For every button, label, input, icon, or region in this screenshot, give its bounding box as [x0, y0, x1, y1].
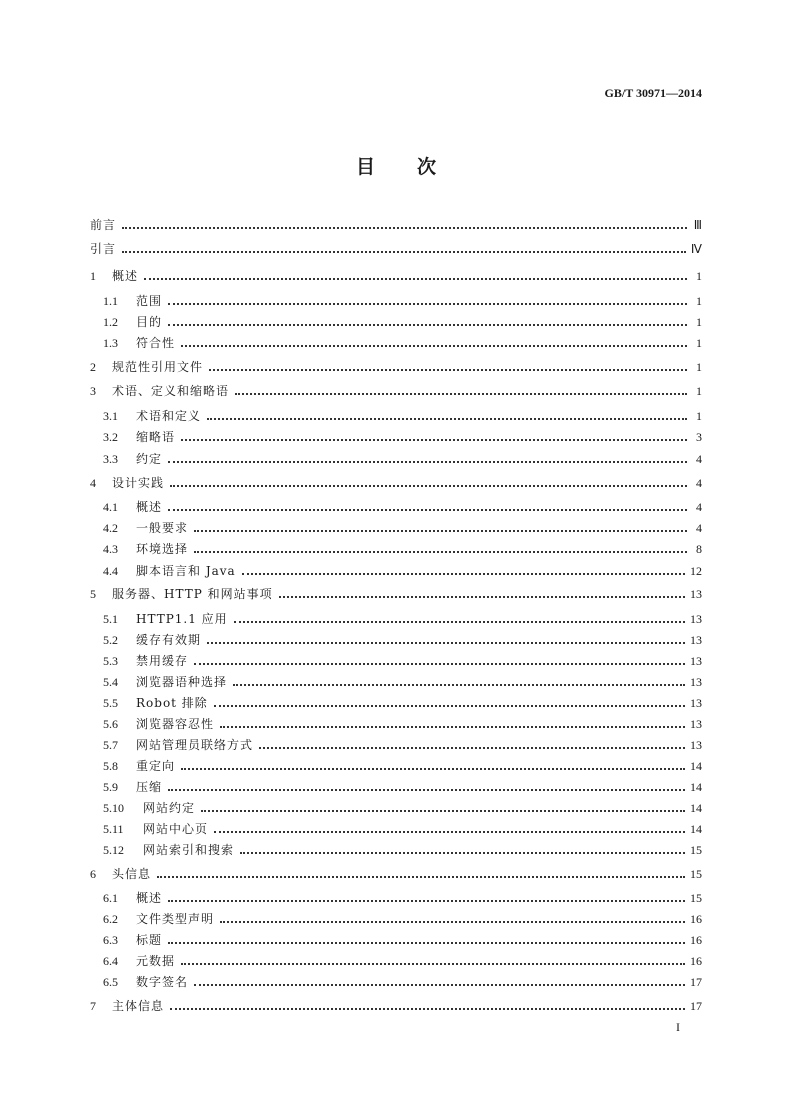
- toc-entry-title: 目的: [136, 315, 163, 329]
- toc-entry[interactable]: [103, 450, 702, 468]
- toc-entry-number: 1.1: [103, 294, 118, 308]
- toc-entry[interactable]: [103, 407, 702, 425]
- toc-entry-title: 规范性引用文件: [112, 360, 204, 374]
- toc-entry[interactable]: [103, 652, 702, 670]
- dot-leader: [168, 312, 687, 326]
- toc-entry-number: 2: [90, 360, 96, 374]
- toc-entry-title: 概述: [136, 500, 163, 514]
- dot-leader: [144, 266, 687, 280]
- dot-leader: [220, 909, 685, 923]
- dot-leader: [181, 427, 687, 441]
- toc-entry-title: 服务器、HTTP 和网站事项: [112, 587, 273, 601]
- toc-entry-number: 5.6: [103, 717, 118, 731]
- dot-leader: [181, 756, 685, 770]
- toc-entry-page: 16: [690, 912, 702, 926]
- toc-entry[interactable]: [103, 820, 702, 838]
- toc-entry-title: 概述: [136, 891, 163, 905]
- toc-entry-title: 缓存有效期: [136, 633, 202, 647]
- toc-entry-number: 5.7: [103, 738, 118, 752]
- toc-heading-char-1: 目: [355, 156, 375, 178]
- toc-entry-number: 6.3: [103, 933, 118, 947]
- toc-entry[interactable]: [103, 910, 702, 928]
- dot-leader: [122, 239, 686, 253]
- dot-leader: [214, 693, 685, 707]
- toc-entry-number: 6: [90, 867, 96, 881]
- toc-entry[interactable]: [103, 631, 702, 649]
- dot-leader: [194, 518, 687, 532]
- toc-entry[interactable]: [103, 334, 702, 352]
- dot-leader: [207, 630, 685, 644]
- toc-entry-title: 重定向: [136, 759, 176, 773]
- toc-entry-page: 13: [690, 587, 702, 601]
- toc-entry-title: 网站索引和搜索: [143, 843, 235, 857]
- toc-entry-number: 4.2: [103, 521, 118, 535]
- toc-entry[interactable]: [90, 997, 702, 1015]
- dot-leader: [168, 777, 685, 791]
- toc-entry-page: 12: [690, 564, 702, 578]
- toc-entry-number: 4.1: [103, 500, 118, 514]
- toc-entry-number: 6.1: [103, 891, 118, 905]
- toc-entry-title: 一般要求: [136, 521, 189, 535]
- toc-entry-number: 1: [90, 269, 96, 283]
- toc-entry[interactable]: [103, 736, 702, 754]
- toc-entry[interactable]: [103, 562, 702, 580]
- toc-entry-page: 8: [696, 542, 702, 556]
- toc-entry[interactable]: [103, 973, 702, 991]
- toc-entry[interactable]: [103, 292, 702, 310]
- toc-entry-page: 3: [696, 430, 702, 444]
- dot-leader: [181, 333, 687, 347]
- toc-entry[interactable]: [90, 865, 702, 883]
- toc-entry-page: 14: [690, 822, 702, 836]
- toc-entry[interactable]: [103, 715, 702, 733]
- toc-entry-number: 1.3: [103, 336, 118, 350]
- toc-entry-page: 15: [690, 867, 702, 881]
- toc-entry[interactable]: [90, 474, 702, 492]
- toc-entry-title: 环境选择: [136, 542, 189, 556]
- dot-leader: [194, 651, 685, 665]
- toc-entry-number: 3.3: [103, 452, 118, 466]
- toc-entry-number: 5.1: [103, 612, 118, 626]
- dot-leader: [168, 449, 687, 463]
- toc-entry-page: 1: [696, 360, 702, 374]
- toc-entry-page: 4: [696, 476, 702, 490]
- toc-entry-title: 网站管理员联络方式: [136, 738, 254, 752]
- toc-entry-number: 4: [90, 476, 96, 490]
- dot-leader: [168, 497, 687, 511]
- toc-entry-number: 6.4: [103, 954, 118, 968]
- toc-entry[interactable]: [103, 694, 702, 712]
- dot-leader: [157, 864, 685, 878]
- toc-entry-page: 1: [696, 336, 702, 350]
- dot-leader: [181, 951, 685, 965]
- standard-number: GB/T 30971—2014: [604, 86, 702, 100]
- toc-entry-title: 标题: [136, 933, 163, 947]
- toc-entry-title: 术语和定义: [136, 409, 202, 423]
- toc-entry-page: 13: [690, 633, 702, 647]
- toc-entry-page: 15: [690, 843, 702, 857]
- dot-leader: [207, 406, 687, 420]
- dot-leader: [209, 357, 687, 371]
- toc-entry-title: 缩略语: [136, 430, 176, 444]
- toc-entry[interactable]: [90, 267, 702, 285]
- dot-leader: [170, 473, 687, 487]
- toc-entry-page: 14: [690, 780, 702, 794]
- toc-entry-page: 16: [690, 933, 702, 947]
- toc-entry-number: 3.1: [103, 409, 118, 423]
- toc-entry-page: 1: [696, 315, 702, 329]
- toc-entry-title: 文件类型声明: [136, 912, 215, 926]
- toc-entry-page: Ⅳ: [690, 242, 702, 256]
- toc-entry[interactable]: [103, 952, 702, 970]
- toc-entry-title: 概述: [112, 269, 139, 283]
- toc-heading: [0, 152, 792, 179]
- toc-entry-title: 主体信息: [112, 999, 165, 1013]
- toc-entry-number: 5: [90, 587, 96, 601]
- toc-entry-number: 3.2: [103, 430, 118, 444]
- toc-entry-number: 5.5: [103, 696, 118, 710]
- toc-entry-number: 5.4: [103, 675, 118, 689]
- toc-entry[interactable]: [90, 358, 702, 376]
- toc-entry-title: 前言: [90, 218, 117, 232]
- toc-entry-number: 4.3: [103, 542, 118, 556]
- dot-leader: [194, 972, 685, 986]
- toc-entry-page: 1: [696, 294, 702, 308]
- toc-entry-number: 7: [90, 999, 96, 1013]
- toc-entry[interactable]: [103, 519, 702, 537]
- toc-entry-title: Robot 排除: [136, 696, 208, 710]
- toc-entry-title: 头信息: [112, 867, 152, 881]
- toc-entry-page: 13: [690, 738, 702, 752]
- toc-entry[interactable]: [103, 498, 702, 516]
- toc-entry[interactable]: [90, 382, 702, 400]
- toc-entry-title: 脚本语言和 Java: [136, 564, 236, 578]
- dot-leader: [214, 819, 685, 833]
- dot-leader: [279, 584, 685, 598]
- toc-entry-page: 13: [690, 675, 702, 689]
- toc-entry-number: 3: [90, 384, 96, 398]
- toc-entry-page: 13: [690, 612, 702, 626]
- dot-leader: [233, 672, 685, 686]
- toc-entry[interactable]: [90, 216, 702, 234]
- toc-entry-number: 4.4: [103, 564, 118, 578]
- toc-entry[interactable]: [103, 778, 702, 796]
- toc-entry-page: 17: [690, 975, 702, 989]
- toc-entry-title: 浏览器语种选择: [136, 675, 228, 689]
- toc-entry[interactable]: [103, 841, 702, 859]
- toc-entry-page: 13: [690, 717, 702, 731]
- toc-entry-page: 17: [690, 999, 702, 1013]
- toc-entry-page: 4: [696, 452, 702, 466]
- toc-entry[interactable]: [90, 585, 702, 603]
- toc-entry-number: 5.8: [103, 759, 118, 773]
- toc-entry[interactable]: [103, 313, 702, 331]
- dot-leader: [240, 840, 685, 854]
- toc-entry[interactable]: [103, 610, 702, 628]
- dot-leader: [220, 714, 685, 728]
- toc-entry-title: HTTP1.1 应用: [136, 612, 228, 626]
- dot-leader: [170, 996, 685, 1010]
- toc-entry-number: 5.10: [103, 801, 124, 815]
- toc-entry-title: 引言: [90, 242, 117, 256]
- toc-heading-char-2: 次: [417, 156, 437, 178]
- toc-entry-number: 5.2: [103, 633, 118, 647]
- toc-entry-page: 14: [690, 801, 702, 815]
- toc-entry[interactable]: [103, 428, 702, 446]
- toc-entry-number: 5.11: [103, 822, 124, 836]
- toc-entry-title: 设计实践: [112, 476, 165, 490]
- toc-entry[interactable]: [103, 673, 702, 691]
- toc-entry[interactable]: [103, 931, 702, 949]
- toc-entry-page: 14: [690, 759, 702, 773]
- dot-leader: [122, 215, 687, 229]
- toc-entry-page: 4: [696, 521, 702, 535]
- toc-entry-page: 1: [696, 269, 702, 283]
- toc-entry[interactable]: [103, 757, 702, 775]
- toc-entry-title: 浏览器容忍性: [136, 717, 215, 731]
- dot-leader: [168, 930, 685, 944]
- toc-entry-number: 5.9: [103, 780, 118, 794]
- toc-entry[interactable]: [103, 540, 702, 558]
- dot-leader: [259, 735, 685, 749]
- toc-entry-page: 16: [690, 954, 702, 968]
- toc-entry-number: 5.12: [103, 843, 124, 857]
- toc-entry-title: 数字签名: [136, 975, 189, 989]
- toc-entry-title: 压缩: [136, 780, 163, 794]
- toc-entry-title: 术语、定义和缩略语: [112, 384, 230, 398]
- toc-entry-page: 1: [696, 409, 702, 423]
- toc-entry-title: 网站中心页: [143, 822, 209, 836]
- toc-entry-page: 13: [690, 654, 702, 668]
- toc-entry-page: Ⅲ: [693, 218, 702, 232]
- toc-entry-title: 范围: [136, 294, 163, 308]
- toc-entry-number: 6.2: [103, 912, 118, 926]
- toc-entry-title: 约定: [136, 452, 163, 466]
- dot-leader: [235, 381, 687, 395]
- dot-leader: [234, 609, 685, 623]
- toc-entry-page: 13: [690, 696, 702, 710]
- toc-entry-title: 禁用缓存: [136, 654, 189, 668]
- dot-leader: [201, 798, 685, 812]
- dot-leader: [168, 888, 685, 902]
- toc-entry-title: 网站约定: [143, 801, 196, 815]
- toc-entry[interactable]: [90, 240, 702, 258]
- toc-entry-page: 4: [696, 500, 702, 514]
- toc-entry-number: 6.5: [103, 975, 118, 989]
- dot-leader: [168, 291, 687, 305]
- toc-entry-number: 1.2: [103, 315, 118, 329]
- toc-entry-page: 15: [690, 891, 702, 905]
- footer-page-number: I: [676, 1020, 680, 1034]
- toc-entry-number: 5.3: [103, 654, 118, 668]
- toc-entry-title: 元数据: [136, 954, 176, 968]
- dot-leader: [242, 561, 685, 575]
- toc-entry[interactable]: [103, 889, 702, 907]
- toc-entry[interactable]: [103, 799, 702, 817]
- dot-leader: [194, 539, 687, 553]
- toc-entry-title: 符合性: [136, 336, 176, 350]
- toc-entry-page: 1: [696, 384, 702, 398]
